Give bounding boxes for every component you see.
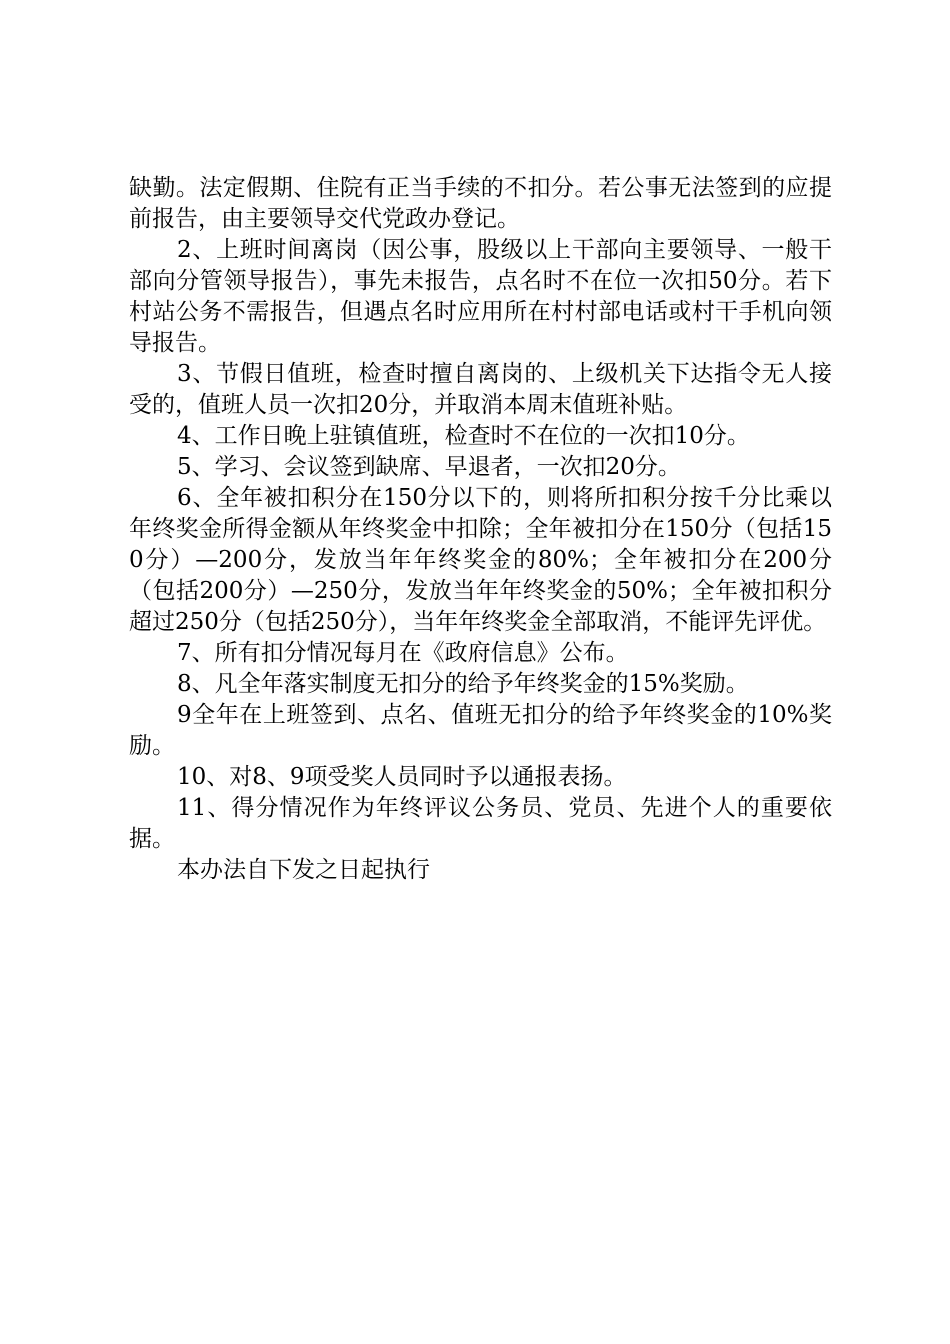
- paragraph-item-3: 3、节假日值班，检查时擅自离岗的、上级机关下达指令无人接受的，值班人员一次扣20分，并取消本周末值班补贴。: [129, 361, 832, 418]
- paragraph-item-2: 2、上班时间离岗（因公事，股级以上干部向主要领导、一般干部向分管领导报告），事先未报告，点名时不在位一次扣50分。若下村站公务不需报告，但遇点名时应用所在村村部电话或村干手机向领导报告。: [129, 237, 832, 356]
- paragraph-continuation: 缺勤。法定假期、住院有正当手续的不扣分。若公事无法签到的应提前报告，由主要领导交代党政办登记。: [129, 175, 832, 232]
- paragraph-item-8: 8、凡全年落实制度无扣分的给予年终奖金的15%奖励。: [177, 671, 749, 697]
- paragraph-item-9: 9全年在上班签到、点名、值班无扣分的给予年终奖金的10%奖励。: [129, 702, 832, 759]
- paragraph-item-10: 10、对8、9项受奖人员同时予以通报表扬。: [177, 764, 627, 790]
- document-body: [129, 173, 832, 886]
- paragraph-closing: 本办法自下发之日起执行: [177, 857, 430, 883]
- paragraph-item-11: 11、得分情况作为年终评议公务员、党员、先进个人的重要依据。: [129, 795, 832, 852]
- paragraph-item-4: 4、工作日晚上驻镇值班，检查时不在位的一次扣10分。: [177, 423, 750, 449]
- paragraph-item-7: 7、所有扣分情况每月在《政府信息》公布。: [177, 640, 629, 666]
- paragraph-item-5: 5、学习、会议签到缺席、早退者，一次扣20分。: [177, 454, 681, 480]
- paragraph-item-6: 6、全年被扣积分在150分以下的，则将所扣积分按千分比乘以年终奖金所得金额从年终奖金中扣除；全年被扣分在150分（包括150分）—200分，发放当年年终奖金的80%；全年被扣分在200分（包括200分）—250分，发放当年年终奖金的50%；全年被扣积分超过250分（包括250分），当年年终奖金全部取消，不能评先评优。: [129, 485, 832, 635]
